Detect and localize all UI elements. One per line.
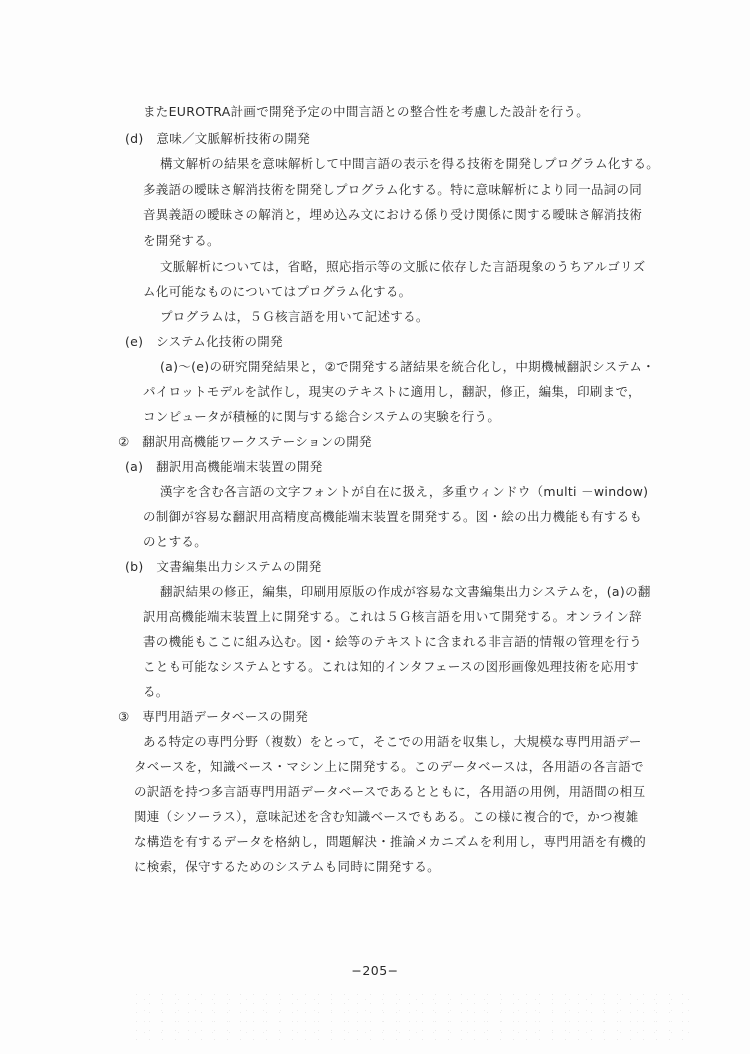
text-line: 翻訳結果の修正，編集，印刷用原版の作成が容易な文書編集出力システムを，(a)の翻 (160, 584, 651, 599)
section-heading-d: (d) 意味／文脈解析技術の開発 (125, 131, 310, 146)
text-line: 構文解析の結果を意味解析して中間言語の表示を得る技術を開発しプログラム化する。 (160, 156, 660, 171)
text-line: 関連（シソーラス），意味記述を含む知識ベースでもある。この様に複合的で，かつ複雑 (134, 809, 639, 824)
section-heading-2b: (b) 文書編集出力システムの開発 (125, 559, 322, 574)
text-line: プログラムは，５Ｇ核言語を用いて記述する。 (160, 309, 429, 324)
section-heading-2a: (a) 翻訳用高機能端末装置の開発 (125, 459, 323, 474)
text-line: (a)〜(e)の研究開発結果と，②で開発する諸結果を統合化し，中期機械翻訳システム・ (160, 359, 655, 374)
text-line: ム化可能なものについてはプログラム化する。 (143, 284, 412, 299)
text-line: の訳語を持つ多言語専門用語データベースであるとともに，各用語の用例，用語間の相互 (134, 784, 646, 799)
text-line: ことも可能なシステムとする。これは知的インタフェースの図形画像処理技術を応用す (143, 659, 640, 674)
text-line: 漢字を含む各言語の文字フォントが自在に扱え，多重ウィンドウ（multi －window) (160, 484, 649, 499)
text-line: ある特定の専門分野（複数）をとって，そこでの用語を収集し，大規模な専門用語デー (143, 734, 642, 749)
text-line: に検索，保守するためのシステムも同時に開発する。 (134, 859, 440, 874)
text-line: な構造を有するデータを格納し，問題解決・推論メカニズムを利用し，専門用語を有機的 (134, 834, 647, 849)
text-line: 書の機能もここに組み込む。図・絵等のテキストに含まれる非言語的情報の管理を行う (143, 634, 642, 649)
text-line: パイロットモデルを試作し，現実のテキストに適用し，翻訳，修正，編集，印刷まで， (143, 384, 641, 399)
text-line: タベースを，知識ベース・マシン上に開発する。このデータベースは，各用語の各言語で (134, 759, 644, 774)
page-number: −205− (351, 963, 399, 978)
section-heading-3: ③ 専門用語データベースの開発 (118, 709, 309, 724)
text-line: の制御が容易な翻訳用高精度高機能端末装置を開発する。図・絵の出力機能も有するも (143, 509, 643, 524)
text-line: またEUROTRA計画で開発予定の中間言語との整合性を考慮した設計を行う。 (143, 104, 590, 119)
section-heading-2: ② 翻訳用高機能ワークステーションの開発 (118, 434, 372, 449)
text-line: 訳用高機能端末装置上に開発する。これは５Ｇ核言語を用いて開発する。オンライン辞 (143, 609, 642, 624)
scan-noise (130, 990, 690, 1040)
text-line: 文脈解析については，省略，照応指示等の文脈に依存した言語現象のうちアルゴリズ (160, 259, 646, 274)
section-heading-e: (e) システム化技術の開発 (125, 334, 283, 349)
text-line: を開発する。 (143, 233, 220, 248)
text-line: 多義語の曖昧さ解消技術を開発しプログラム化する。特に意味解析により同一品詞の同 (143, 182, 643, 197)
text-line: コンピュータが積極的に関与する総合システムの実験を行う。 (143, 409, 501, 424)
text-line: 音異義語の曖昧さの解消と，埋め込み文における係り受け関係に関する曖昧さ解消技術 (143, 207, 643, 222)
text-line: る。 (143, 684, 169, 699)
text-line: のとする。 (143, 534, 208, 549)
